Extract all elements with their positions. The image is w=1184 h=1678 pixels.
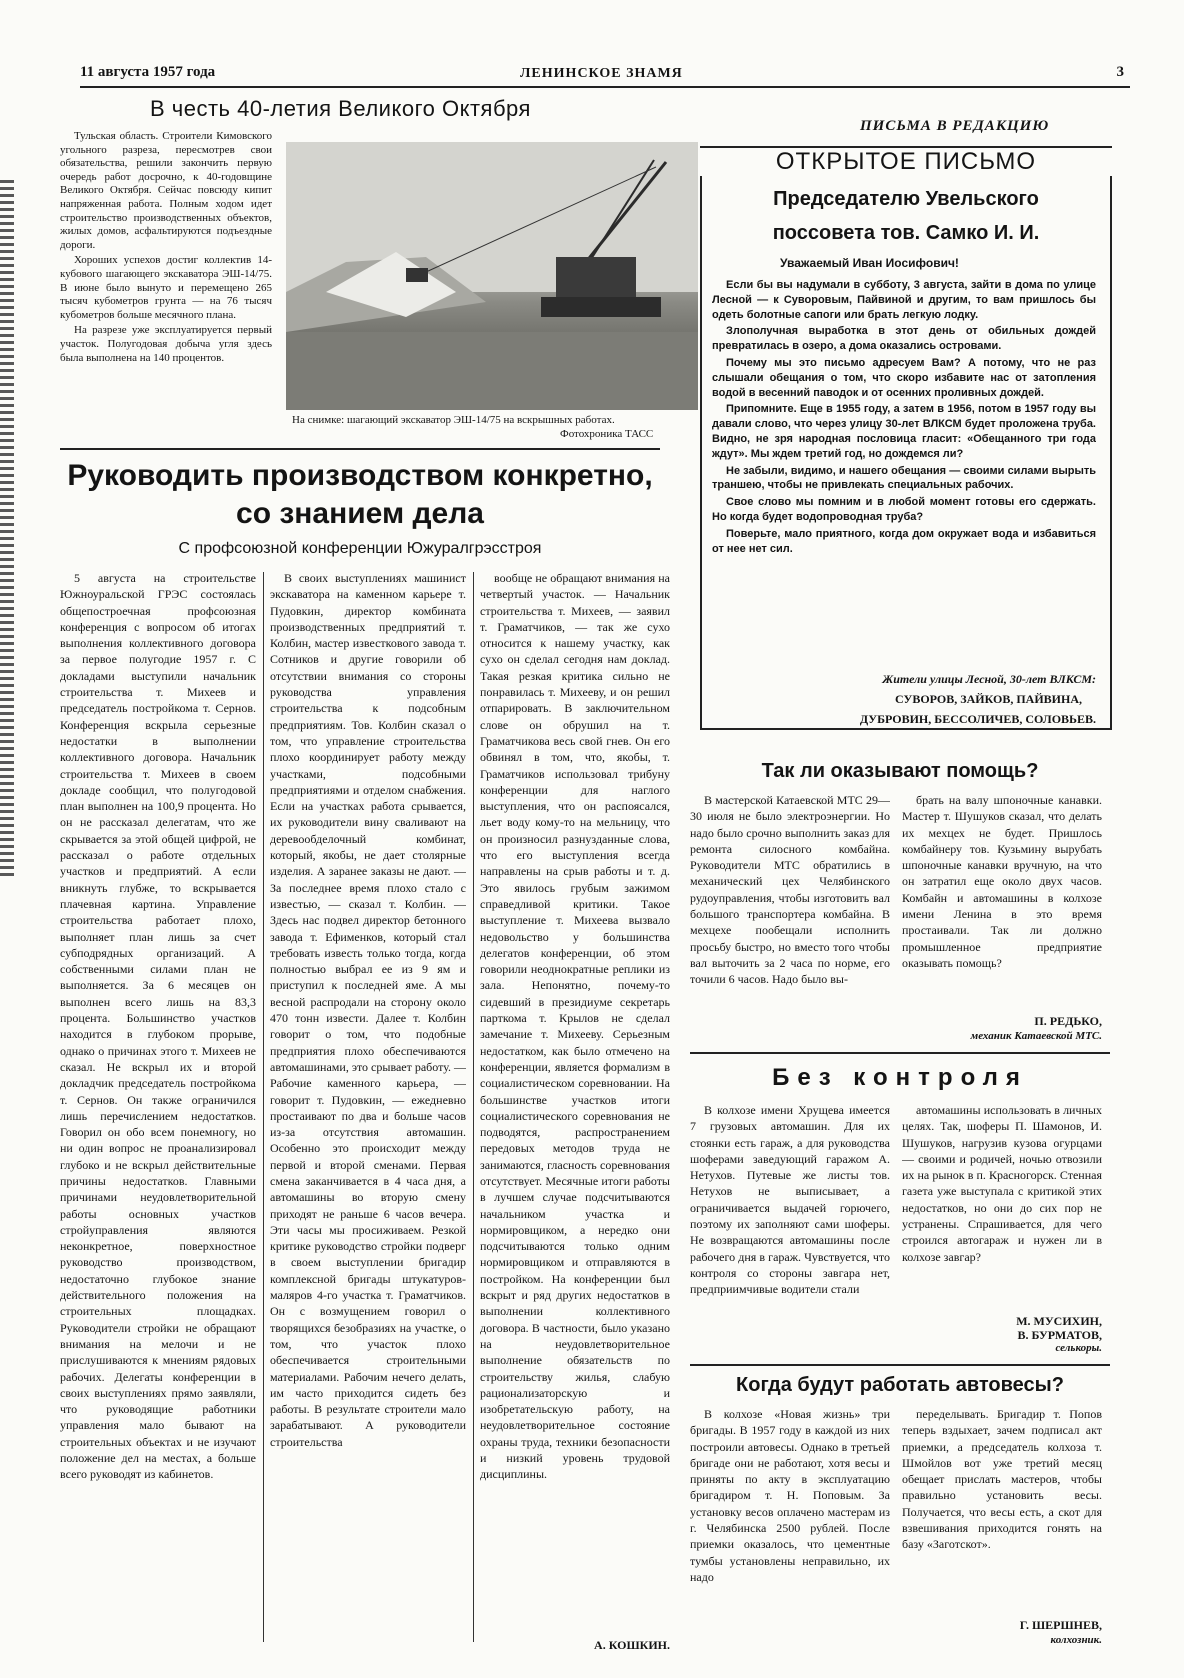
scales-col1-text: В колхозе «Новая жизнь» три бригады. В 1957 году в каждой из них построили автовесы. Однако в третьей бригаде они не работают, хотя весы и приняты по акту в эксплуатацию бригадиром т. Н. Поповым. За установку весов оплачено мастерам из г. Челябинска 2500 рублей. После приемки оказалось, что цементные тумбы установлены неправильно, их надо — [690, 1407, 890, 1584]
letter-body — [712, 278, 1096, 648]
control-col1-text: В колхозе имени Хрущева имеется 7 грузовых автомашин. Для их стоянки есть гараж, а для руководства шоферами заведующий гаражом А. Нетухов. Путевые же листы тов. Нетухов не выписывает, а ограничивается выдачей горючего, поэтому их заполняют сами шоферы. Не возвращаются автомашины после рабочего дня в гараж. Чувствуется, что контроля со стороны завгара нет, предприимчивые водители стали — [690, 1103, 890, 1297]
help-col1-text: В мастерской Катаевской МТС 29—30 июля не было электроэнергии. Но надо было срочно выполнить заказ для ремонта силосного комбайна. Руководители МТС обратились в механический цех Челябинского рудоуправления, чтобы изготовить вал большого транспортера комбайна. В мехцехе пообещали исполнить просьбу быстро, но вместо того чтобы вал выточить за 2 часа по норме, его точили 6 часов. Надо было вы- — [690, 793, 890, 987]
main-title-line1: Руководить производством конкретно, — [67, 459, 653, 492]
letter-paragraph: Почему мы это письмо адресуем Вам? А потому, что не раз слышали обещания о том, что скоро избавите нас от затопления водой в весенний паводок и от осенних проливных дождей. — [712, 356, 1096, 399]
october-title: В честь 40-летия Великого Октября — [150, 96, 531, 121]
letter-paragraph: Если бы вы надумали в субботу, 3 августа, зайти в дома по улице Лесной — к Суворовым, Пайвиной и другим, то вам пришлось бы одеть болотные сапоги или брать легкую лодку. — [712, 279, 1096, 321]
help-signature-1: П. РЕДЬКО, — [1034, 1014, 1102, 1028]
scales-title: Когда будут работать автовесы? — [736, 1374, 1064, 1396]
control-signature-1: М. МУСИХИН, — [1016, 1314, 1102, 1328]
photo-caption: На снимке: шагающий экскаватор ЭШ-14/75 на вскрышных работах. — [292, 414, 615, 426]
divider — [690, 1052, 1110, 1054]
excavator-photo — [286, 142, 698, 410]
divider — [690, 1364, 1110, 1366]
newspaper-name: ЛЕНИНСКОЕ ЗНАМЯ — [520, 66, 683, 81]
page-number: 3 — [1116, 64, 1124, 80]
main-col3-text: вообще не обращают внимания на четвертый участок. — Начальник строительства т. Михеев, — заявил т. Граматчиков, — так же сухо относится к нашему участку, как сухо он сделал сегодня нам доклад. Такая резкая критика сильно не понравилась т. Михееву, и он решил отпарировать. В заключительном слове он обрушил на т. Граматчикова весь свой гнев. Он его обвинял в том, что, якобы, т. Граматчиков использовал трибуну конференции для наглого выступления, что он распоясался, льет воду кому-то на мельницу, что он произносил разнузданные слова, что его выступления всегда направлены на срыв работы и т. д. Это явилось грубым зажимом справедливой критики. Такое выступление т. Михеева вызвало недовольство у большинства делегатов конференции, об этом говорили неоднократные реплики из зала. Непонятно, почему-то сидевший в президиуме секретарь парткома т. Крылов не сделал замечание т. Михееву. Серьезным недостатком, как было отмечено на конференции, является формализм в социалистическом соревновании. На большинстве участков итоги социалистического соревнования не подводятся, распространением передовых методов труда не занимаются, гласность соревнования отсутствует. Месячные итоги работы в лучшем случае подсчитываются начальником участка и нормировщиком, а нередко они подсчитываются только одним нормировщиком и отправляются в постройком. На конференции был вскрыт и ряд других недостатков в выполнении коллективного договора. В частности, было указано на неудовлетворительное выполнение обязательств по строительству жилья, слабую рационализаторскую и изобретательскую работу, на неудовлетворительное состояние охраны труда, техники безопасности и низкий уровень трудовой дисциплины. — [480, 571, 670, 1482]
control-column-1 — [690, 1102, 890, 1328]
letter-signature-3: ДУБРОВИН, БЕССОЛИЧЕВ, СОЛОВЬЕВ. — [859, 712, 1096, 726]
letter-recipient-1: Председателю Увельского — [773, 188, 1039, 210]
help-column-1 — [690, 792, 890, 1042]
main-column-3 — [480, 570, 670, 1632]
excavator-illustration — [286, 142, 698, 410]
scales-signature-2: колхозник. — [1050, 1634, 1102, 1646]
letter-paragraph: Злополучная выработка в этот день от обильных дождей превратилась в озеро, а дома оказались островами. — [712, 325, 1096, 353]
main-column-2 — [270, 570, 466, 1650]
column-rule — [473, 572, 474, 1642]
help-signature-2: механик Катаевской МТС. — [970, 1030, 1102, 1042]
open-letter-title: ОТКРЫТОЕ ПИСЬМО — [700, 148, 1112, 176]
control-title: Без контроля — [772, 1064, 1028, 1091]
letter-paragraph: Свое слово мы помним и в любой момент готовы его сдержать. Но когда будет водопроводная труба? — [712, 496, 1096, 523]
main-col1-text: 5 августа на строительстве Южноуральской ГРЭС состоялась общепостроечная профсоюзная конференция с вопросом об итогах выполнения коллективного договора за первое полугодие 1957 г. С докладами выступили начальник строительства т. Михеев и председатель постройкома т. Сернов. Конференция вскрыла серьезные недостатки в выполнении коллективного договора. Начальник строительства т. Михеев в своем докладе сообщил, что полугодовой план выполнен на 100,9 процента. Но он не рассказал делегатам, что же скрывается за этой общей цифрой, не рассказал о работе отдельных участков и предприятий. А если вникнуть глубже, то вскрывается плачевная картина. Управление строительства работает плохо, выполняет план лишь за счет субподрядных организаций. А собственными силами план не выполняется. За 6 месяцев он выполнен всего лишь на 83,3 процента. Большинство участков находится в глубоком прорыве, однако о причинах этого т. Михеев не сказал. Не вскрыл их и второй докладчик председатель постройкома т. Сернов. Он также ограничился лишь перечислением недостатков. Говорил он обо всем понемногу, но ни один вопрос не проанализировал глубоко и не вскрыл действительные причины недостатков. Главными причинами неудовлетворительной работы основных участков стройуправления являются неконкретное, поверхностное руководство производством, недостаточно глубокое знание действительного положения на строительных площадках. Руководители стройки не обращают внимания на мелочи и не прислушиваются к мнениям рядовых рабочих. Делегаты конференции в своих выступлениях прямо заявляли, что руководящие работники управления мало бывают на строительных объектах и не изучают положение дел на местах, а больше всего руководят из кабинетов. — [60, 571, 256, 1482]
scales-signature-1: Г. ШЕРШНЕВ, — [1019, 1618, 1102, 1632]
main-title-line2: со знанием дела — [236, 497, 484, 530]
issue-date: 11 августа 1957 года — [80, 64, 216, 80]
letters-rubric: ПИСЬМА В РЕДАКЦИЮ — [860, 118, 1050, 134]
october-paragraph: Хороших успехов достиг коллектив 14-кубового шагающего экскаватора ЭШ-14/75. В июне было вынуто и перемещено 265 тысяч кубометров грунта — на 76 тысяч кубометров больше месячного плана. — [60, 254, 272, 321]
column-rule — [263, 572, 264, 1642]
control-signature-2: В. БУРМАТОВ, — [1017, 1328, 1102, 1342]
main-subtitle: С профсоюзной конференции Южуралгрэсстроя — [178, 540, 542, 557]
letter-paragraph: Припомните. Еще в 1955 году, а затем в 1956, потом в 1957 году вы давали слово, что через улицу 30-лет ВЛКСМ будет проложена труба. Видно, не зря народная пословица гласит: «Обещанного три года ждут». Мы ждем третий год, но дождемся ли? — [712, 403, 1096, 460]
letter-paragraph: Не забыли, видимо, и нашего обещания — своими силами вырыть траншею, чтобы не привлекать специальных рабочих. — [712, 464, 1096, 492]
october-paragraph: Тульская область. Строители Кимовского угольного разреза, пересмотрев свои обязательства, решили закончить первую очередь работ досрочно, к 40-годовщине Великого Октября. Сейчас повсюду кипит напряженная работа. Полным ходом идет строительство производственных объектов, жилых домов, асфальтируются подъездные дороги. — [60, 130, 272, 251]
letter-paragraph: Поверьте, мало приятного, когда дом окружает вода и избавиться от нее нет сил. — [712, 527, 1096, 555]
help-col2-text: брать на валу шпоночные канавки. Мастер т. Шушуков сказал, что делать их мехцех не будет. Пришлось комбайнеру тов. Кузьмину вырубать шпоночные канавки вручную, на что он затратил еще около двух часов. Комбайн и автомашины в колхозе имени Ленина в это время простаивали. Так ли должно промышленное предприятие оказывать помощь? — [902, 793, 1102, 970]
letter-greeting: Уважаемый Иван Иосифович! — [780, 256, 959, 270]
help-column-2 — [902, 792, 1102, 1012]
scales-col2-text: переделывать. Бригадир т. Попов теперь вздыхает, зачем подписал акт приемки, а председатель колхоза т. Шмойлов вот уже третий месяц обещает прислать мастеров, чтобы правильно установить весы. Получается, что весы есть, а скот для взвешивания приходится гонять на базу «Заготскот». — [902, 1407, 1102, 1552]
help-title: Так ли оказывают помощь? — [761, 760, 1039, 782]
divider — [60, 448, 660, 450]
control-col2-text: автомашины использовать в личных целях. Так, шоферы П. Шамонов, И. Шушуков, нагрузив кузова огурцами — своими и родичей, ночью отвозили их на рынок в п. Красногорск. Стенная газета уже выступала с критикой этих недостатков, но они до сих пор не устранены. Спрашивается, для чего строился автогараж и нужен ли в колхозе завгар? — [902, 1103, 1102, 1264]
page-header — [80, 64, 1130, 88]
letter-signature-1: Жители улицы Лесной, 30-лет ВЛКСМ: — [882, 672, 1096, 686]
main-signature: А. КОШКИН. — [594, 1638, 670, 1652]
control-signature-3: селькоры. — [1055, 1342, 1102, 1354]
scales-column-2 — [902, 1406, 1102, 1606]
main-col2-text: В своих выступлениях машинист экскаватора на каменном карьере т. Пудовкин, директор комбината производственных предприятий т. Колбин, мастер известкового завода т. Сотников и другие говорили об отсутствии внимания со стороны руководства управления строительства к подсобным предприятиям. Тов. Колбин сказал о том, что управление строительства плохо координирует работу между участками, подсобными предприятиями и отделом снабжения. Если на участках работа срывается, их руководители вину сваливают на деревообделочный комбинат, который, якобы, не дает столярные изделия. А заранее заказы не дают. — За последнее время плохо стало с известью, — сказал т. Колбин. — Здесь нас подвел директор бетонного завода т. Ефименков, который стал требовать известь только тогда, когда полностью выбрал ее из 9 ям и приступил к последней яме. А мы весной распродали на сторону около 470 тонн извести. Далее т. Колбин говорит о том, что подобные предприятия плохо обеспечиваются автомашинами, это срывает работу. — Рабочие каменного карьера, — говорит т. Пудовкин, — ежедневно простаивают по два и больше часов из-за отсутствия автомашин. Особенно это происходит между первой и второй сменами. Первая смена заканчивается в 4 часа дня, а автомашины во вторую смену приходят не раньше 6 часов вечера. Эти часы мы просиживаем. Резкой критике руководство стройки подверг в своем выступлении бригадир комплексной бригады штукатуров-маляров 4-го участка т. Граматчиков. Он с возмущением говорил о творящихся безобразиях на участке, о том, что участок плохо обеспечивается строительными материалами. Рабочим нечего делать, им часто приходится сидеть без работы. В результате строители мало зарабатывают. А руководители строительства — [270, 571, 466, 1449]
october-text — [60, 130, 272, 420]
binding-edge — [0, 180, 14, 880]
scales-column-1 — [690, 1406, 890, 1646]
letter-recipient-2: поссовета тов. Самко И. И. — [772, 222, 1040, 244]
letter-signature-2: СУВОРОВ, ЗАЙКОВ, ПАЙВИНА, — [895, 692, 1082, 706]
photo-credit: Фотохроника ТАСС — [560, 428, 654, 440]
main-column-1 — [60, 570, 256, 1650]
control-column-2 — [902, 1102, 1102, 1312]
october-paragraph: На разрезе уже эксплуатируется первый участок. Полугодовая добыча угля здесь была выполнена на 140 процентов. — [60, 324, 272, 364]
